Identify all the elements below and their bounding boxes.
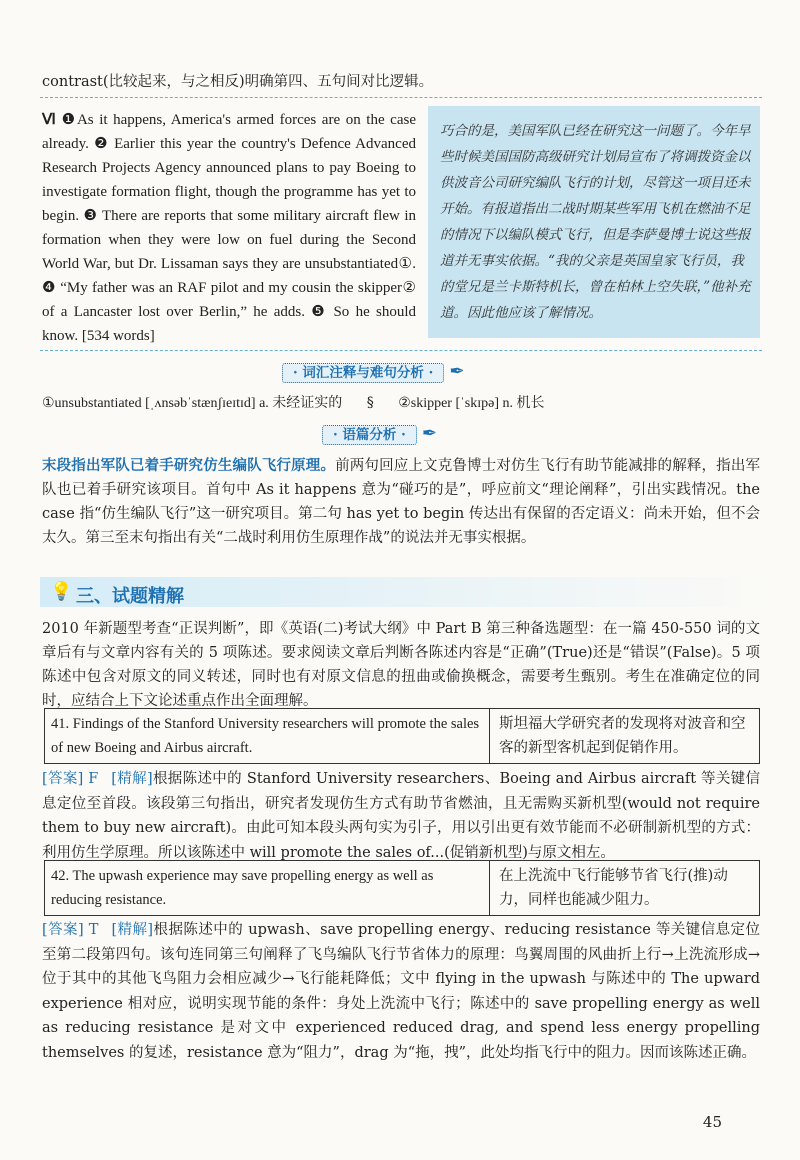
explain-label: [精解] <box>111 771 153 787</box>
lightbulb-icon: 💡 <box>50 581 73 602</box>
translation-text: 巧合的是，美国军队已经在研究这一问题了。今年早些时候美国国防高级研究计划局宣布了将调拨资金以供波音公司研究编队飞行的计划，尽管这一项目还未开始。有报道指出二战时期某些军用飞机在燃油不足的情况下以编队模式飞行，但是李萨曼博士说这些报道并无事实依据。“我的父亲是英国皇家飞行员，我的堂兄是兰卡斯特机长，曾在柏林上空失联，”他补充道。因此他应该了解情况。 <box>440 123 751 321</box>
intro-line: contrast(比较起来，与之相反)明确第四、五句间对比逻辑。 <box>42 74 434 90</box>
vocab-header <box>282 361 465 382</box>
vocab-item-1: ①unsubstantiated [ˌʌnsəbˈstænʃɪeɪtɪd] a. 未经证实的 <box>42 396 343 411</box>
explain-text: 根据陈述中的 Stanford University researchers、Boeing and Airbus aircraft 等关键信息定位至首段。该段第三句指出，研究者发现仿生方式有助节省燃油，且无需购买新机型(would not require them to buy new aircraft)。由此可知本段头两句实为引子，用以引出更有效节能而不必研制新机型的方式：利用仿生学原理。所以该陈述中 will promote the sales of...(促销新机型)与原文相左。 <box>42 771 760 861</box>
explain-label: [精解] <box>111 922 154 938</box>
question-divider <box>489 861 490 915</box>
divider-top <box>40 97 762 98</box>
question-box-42 <box>44 860 760 916</box>
vocab-item-2: ②skipper [ˈskɪpə] n. 机长 <box>398 396 545 411</box>
answer-label: [答案] T <box>42 922 99 938</box>
analysis-lead: 末段指出军队已着手研究仿生编队飞行原理。 <box>42 457 336 474</box>
question-box-41 <box>44 708 760 764</box>
exam-intro-paragraph: 2010 年新题型考查“正误判断”，即《英语(二)考试大纲》中 Part B 第三种备选题型：在一篇 450-550 词的文章后有与文章内容有关的 5 项陈述。要求阅读文章后判断各陈述内容是“正确”(True)还是“错误”(False)。5 项陈述中包含对原文的同义转述，同时也有对原文信息的扭曲或偷换概念，需要考生甄别。考生在准确定位的同时，应结合上下文论述重点作出全面理解。 <box>42 621 760 709</box>
analysis-header <box>322 423 437 444</box>
question-divider <box>489 709 490 763</box>
answer-label: [答案] F <box>42 771 99 787</box>
answer-block-42 <box>42 918 760 1065</box>
vocab-separator: § <box>366 395 374 411</box>
question-statement-zh: 在上洗流中飞行能够节省飞行(推)动力，同样也能减少阻力。 <box>499 868 728 908</box>
analysis-paragraph <box>42 454 760 550</box>
pen-icon: ✒ <box>421 423 437 444</box>
explain-text: 根据陈述中的 upwash、save propelling energy、reducing resistance 等关键信息定位至第二段第四句。该句连同第三句阐释了飞鸟编队飞行节省体力的原理：鸟翼周围的风曲折上行→上洗流形成→位于其中的其他飞鸟阻力会相应减少→飞行能耗降低；文中 flying in the upwash 与陈述中的 The upward experience 相对应，说明实现节能的条件：身处上洗流中飞行；陈述中的 save propelling energy as well as reducing resistance 是对文中 experienced reduced drag, and spend less energy propelling themselves 的复述，resistance 意为“阻力”，drag 为“拖，拽”，此处均指飞行中的阻力。因而该陈述正确。 <box>42 922 760 1061</box>
analysis-badge: · 语篇分析 · <box>322 425 417 445</box>
page-number: 45 <box>702 1113 722 1131</box>
analysis-body: 前两句回应上文克鲁博士对仿生飞行有助节能减排的解释，指出军队也已着手研究该项目。首句中 As it happens 意为“碰巧的是”，呼应前文“理论阐释”，引出实践情况。the case 指“仿生编队飞行”这一研究项目。第二句 has yet to begin 传达出有保留的否定语义：尚未开始，但不会太久。第三至末句指出有关“二战时利用仿生原理作战”的说法并无事实根据。 <box>42 458 760 546</box>
question-statement-en: 42. The upwash experience may save propelling energy as well as reducing resistance. <box>51 868 434 908</box>
passage-marker: Ⅵ <box>42 112 58 128</box>
pen-icon: ✒ <box>449 361 465 382</box>
vocab-line <box>42 392 545 412</box>
divider-mid <box>40 350 762 351</box>
answer-block-41 <box>42 767 760 865</box>
question-statement-en: 41. Findings of the Stanford University researchers will promote the sales of new Boeing and Airbus aircraft. <box>51 716 480 756</box>
section-title: 三、试题精解 <box>76 586 184 607</box>
passage-paragraph <box>42 108 416 348</box>
passage-text: ❶As it happens, America's armed forces are on the case already. ❷ Earlier this year the country's Defence Advanced Research Projects Agency announced plans to pay Boeing to investigate formation flight, though the programme has yet to begin. ❸ There are reports that some military aircraft flew in formation when they were low on fuel during the Second World War, but Dr. Lissaman says they are unsubstantiated①. ❹ “My father was an RAF pilot and my cousin the skipper② of a Lancaster lost over Berlin,” he adds. ❺ So he should know. [534 words] <box>42 112 416 344</box>
vocab-badge: · 词汇注释与难句分析 · <box>282 363 444 383</box>
question-statement-zh: 斯坦福大学研究者的发现将对波音和空客的新型客机起到促销作用。 <box>499 716 746 756</box>
